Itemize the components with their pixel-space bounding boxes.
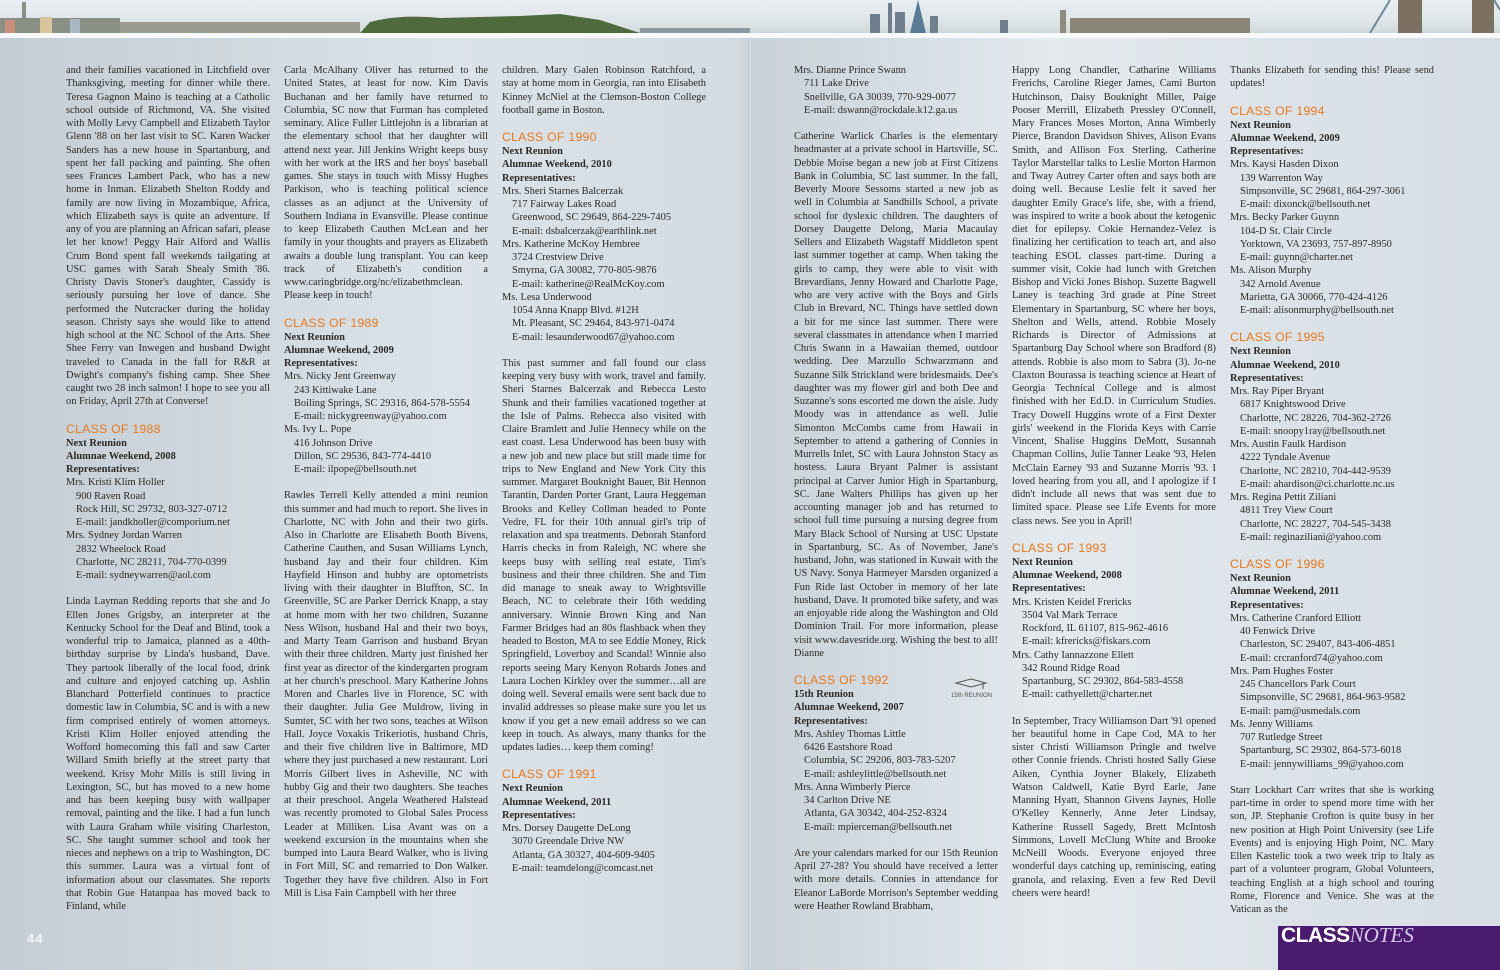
representative-address: Simpsonville, SC 29681, 864-963-9582: [1240, 692, 1406, 704]
news-paragraph: and their families vacationed in Litchfield over Thanksgiving, meeting for dinner while there. Teresa Gagnon Maino is teaching at a Catholic school outside of Richmond, VA. She visited with Molly Levy Campbell and Elizabeth Taylor Glenn '88 on her last visit to SC. Karen Wacker Sanders has a new house in Spartanburg, and spent her fall packing and painting. She often sees Frances Lambert Pack, who has a new home in Inman. Elizabeth Shelton Roddy and family are now living in Mozambique, Africa, which Elizabeth says is quite an adventure. If any of you are planning an African safari, please let her know! Peggy Hair Alford and Wallis Crum Bond spent fall weekends tailgating at USC games with Sarah Shealy Smith '86. Christy Davis Stoner's daughter, Cassidy is seriously pursuing her love of dance. She performed the Nutcracker during the holiday season. Christy says she would like to attend high school at the NC School of the Arts. Shee Shee Ferry van Inwegen and husband Dwight traveled to Canada in the fall for R&R at Dwight's company's fishing camp. Shee Shee caught two 28 inch salmon! I hope to see you all on Friday, April 27th at Converse!: [66, 65, 270, 408]
representative-address: 6426 Eastshore Road: [804, 742, 893, 753]
page-spine: [749, 38, 751, 970]
representative-name: Ms. Alison Murphy: [1230, 265, 1312, 277]
class-contact-block: [1230, 104, 1434, 318]
representative-address: Smyrna, GA 30082, 770-805-9876: [512, 265, 657, 277]
section-title-italic: NOTES: [1349, 923, 1414, 947]
class-contact-block: [66, 422, 270, 583]
representative-address: E-mail: jennywilliams_99@yahoo.com: [1240, 758, 1404, 770]
representative-address: E-mail: ilpope@bellsouth.net: [294, 464, 417, 475]
representative-address: Atlanta, GA 30327, 404-609-9405: [512, 849, 655, 861]
skyline-banner: [0, 0, 1500, 33]
representative-address: 34 Carlton Drive NE: [804, 795, 891, 806]
representative-address: 4222 Tyndale Avenue: [1240, 452, 1331, 464]
representative-name: Mrs. Kristen Keidel Frericks: [1012, 596, 1132, 608]
class-heading: CLASS OF 1995: [1230, 330, 1325, 345]
news-paragraph: Catherine Warlick Charles is the elementary headmaster at a private school in Hartsville, SC. Debbie Moise began a new job at First Citizens Bank in Columbia, SC last summer. In the fall, Beverly Moore Sessoms started a new job as well in Columbia at Sandhills School, a private school for dyslexic children. The daughters of Dorsey Daugette Delong, Maria Macaulay Sellers and Elizabeth Wagstaff Middleton spent last summer together at camp. When taking the girls to camp, they were able to visit with Brevardians, Jenny Howard and Charlotte Page, who are very active with the Boys and Girls Club in Brevard, NC. Things have settled down a bit for me since last summer. There were several classmates in attendance when I married Chris Swann in a Hawaiian themed, outdoor wedding. Dee Marzullo Schwarzmann and Suzanne Silk Strickland were bridesmaids. Dee's daughter was my flower girl and both Dee and Suzanne's sons escorted me down the aisle. Judy Moody was in attendance as well. Julie Simonton McCombs came from Hawaii in September to attend a gathering of Connies in Murrells Inlet, SC with Laura Johnston Stacy as hostess. Laura Bryant Palmer is assistant principal at Carver Junior High in Spartanburg, SC. Jane Walters Phillips has given up her accounting manager job and has returned to school full time pursuing a nursing degree from Mary Black School of Nursing at USC Upstate in Spartanburg, SC. As of November, Jane's husband, John, was stationed in Kuwait with the US Navy. Sonya Harmeyer Marsden organized a Fun Ride last October in memory of her late husband, Dave. It promoted bike safety, and was an enjoyable ride along the Washington and Old Dominion Trail. For more information, please visit www.davesride.org. Wishing the best to all! Dianne: [794, 131, 998, 659]
representative-address: E-mail: ahardison@ci.charlotte.nc.us: [1240, 478, 1395, 490]
representative-address: 707 Rutledge Street: [1240, 732, 1323, 743]
representative-address: 2832 Wheelock Road: [76, 543, 166, 555]
representative-address: 342 Arnold Avenue: [1240, 278, 1321, 290]
news-paragraph: This past summer and fall found our class keeping very busy with work, travel and family. Sheri Starnes Balcerzak and Rebecca Lesto Shunk and their families vacationed together at the Isle of Palms. Rebecca also visited with Claire Bramlett and Julie Hennecy while on the east coast. Lesa Underwood has been busy with a new job and new place but still made time for trips to New England and New York City this summer. Margaret Bouknight Bauer, Bit Hennon Tarantin, Darden Porter Grant, Laura Heggeman Brooks and Kelley Collman headed to Ponte Vedre, FL for their 10th annual girl's trip of relaxation and spa treatments. Deborah Stanford Harris checks in from Raleigh, NC where she keeps busy with selling real estate, Tim's business and their three children. She and Tim did manage to sneak away to Wrightsville Beach, NC to celebrate their 16th wedding anniversary. Winnie Brown King and Nan Farmer Bridges had an 80s flashback when they headed to Boston, MA to see Eddie Money, Rick Springfield, Loverboy and Scandal! Winnie also reports seeing Mary Kenyon Robards Jones and Laura Lochen Kirkley over the summer…all are doing well. Several emails were sent back due to invalid addresses so please make sure you let us know if you get a new email address so we can keep in touch. As always, many thanks for the updates ladies… keep them coming!: [502, 357, 706, 753]
representative-address: Charlotte, NC 28211, 704-770-0399: [76, 556, 227, 568]
representative-address: Rock Hill, SC 29732, 803-327-0712: [76, 503, 228, 515]
representative-name: Mrs. Anna Wimberly Pierce: [794, 781, 911, 793]
representative-address: Simpsonville, SC 29681, 864-297-3061: [1240, 185, 1406, 197]
class-heading: CLASS OF 1993: [1012, 540, 1107, 555]
reunion-info: Alumnae Weekend, 2010: [502, 159, 612, 171]
news-paragraph: Carla McAlhany Oliver has returned to the United States, at least for now. Kim Davis Buchanan and her family have returned to Columbia, SC now that Furman has completed seminary. Alice Fuller Littlejohn is a librarian at the elementary school that her daughter will attend next year. Jill Jenkins Wright keeps busy with her work at the IRS and her boys' baseball games. She stays in touch with Missy Hughes Parkison, who is teaching political science classes as an adjunct at the University of Southern Indiana in Evansville. Please continue to keep Elizabeth Cauthen McLean and her family in your thoughts and prayers as Elizabeth awaits a double lung transplant. You can keep track of Elizabeth's condition a www.caringbridge.org/nc/elizabethmclean. Please keep in touch!: [284, 65, 488, 302]
class-notes-footer: [1278, 923, 1500, 970]
representative-name: Ms. Ivy L. Pope: [284, 424, 352, 436]
representative-address: Atlanta, GA 30342, 404-252-8324: [804, 808, 947, 820]
graduation-cap-icon: [954, 678, 988, 690]
representative-address: Charlotte, NC 28210, 704-442-9539: [1240, 465, 1391, 477]
representative-address: E-mail: nickygreenway@yahoo.com: [294, 411, 447, 422]
representative-address: Yorktown, VA 23693, 757-897-8950: [1240, 238, 1392, 250]
representative-address: Spartanburg, SC 29302, 864-573-6018: [1240, 745, 1402, 757]
representative-address: 4811 Trey View Court: [1240, 505, 1333, 517]
reunion-info: 15th Reunion: [794, 689, 854, 700]
reunion-info: Alumnae Weekend, 2008: [66, 450, 176, 462]
column-3: [502, 64, 706, 926]
representative-address: E-mail: teamdelong@comcast.net: [512, 862, 654, 874]
class-contact-block: [502, 130, 706, 344]
representative-address: 104-D St. Clair Circle: [1240, 225, 1332, 237]
representative-address: Charlotte, NC 28227, 704-545-3438: [1240, 518, 1391, 530]
representative-address: 3724 Crestview Drive: [512, 252, 604, 263]
column-2: [284, 64, 488, 926]
class-heading: CLASS OF 1989: [284, 315, 379, 330]
class-contact-block: [1230, 330, 1434, 544]
reunion-info: Next Reunion: [66, 437, 127, 449]
representative-address: Boiling Springs, SC 29316, 864-578-5554: [294, 397, 471, 409]
column-6: [1230, 64, 1434, 926]
representative-address: 243 Kittiwake Lane: [294, 384, 377, 396]
representative-address: Dillon, SC 29536, 843-774-4410: [294, 450, 432, 462]
representative-address: E-mail: ashleylittle@bellsouth.net: [804, 768, 947, 780]
representative-name: Mrs. Austin Faulk Hardison: [1230, 439, 1347, 450]
reunion-info: Next Reunion: [1230, 346, 1291, 358]
news-paragraph: Are your calendars marked for our 15th Reunion April 27-28? You should have received a letter with more details. Connies in attendance for Eleanor LaBorde Morrison's September wedding were Heather Rowland Brabham,: [794, 847, 998, 912]
news-paragraph: Starr Lockhart Carr writes that she is working part-time in order to spend more time with her son, JP. Stephanie Crofton is quite busy in her new position at High Point University (see Life Events) and is enjoying High Point, NC. Mary Ellen Kastelic took a two week trip to Italy as part of a volunteer program, Global Volunteers, teaching English at a high school and touring Rome, Florence and Venice. She was at the Vatican as the: [1230, 784, 1434, 915]
representative-address: 3504 Val Mark Terrace: [1022, 609, 1118, 621]
representative-name: Mrs. Catherine Cranford Elliott: [1230, 612, 1362, 624]
reunion-info: Alumnae Weekend, 2007: [794, 702, 904, 714]
representative-name: Mrs. Katherine McKoy Hembree: [502, 238, 640, 250]
representative-address: E-mail: dsbalcerzak@earthlink.net: [512, 225, 657, 237]
representative-name: Mrs. Regina Pettit Ziliani: [1230, 492, 1337, 503]
column-5: [1012, 64, 1216, 926]
representative-name: Mrs. Kaysi Hasden Dixon: [1230, 159, 1339, 171]
representative-address: 245 Chancellors Park Court: [1240, 679, 1356, 690]
reunion-info: Alumnae Weekend, 2011: [502, 796, 612, 808]
reunion-info: Alumnae Weekend, 2011: [1230, 586, 1340, 598]
representative-address: E-mail: sydneywarren@aol.com: [76, 570, 211, 581]
class-heading: CLASS OF 1991: [502, 767, 597, 782]
representative-name: Mrs. Cathy Iannazzone Ellett: [1012, 649, 1134, 661]
representative-address: 139 Warrenton Way: [1240, 172, 1323, 184]
reunion-info: Next Reunion: [502, 146, 563, 157]
representative-address: E-mail: pam@usmedals.com: [1240, 705, 1361, 717]
reunion-info: Next Reunion: [1230, 573, 1291, 584]
representative-address: 3070 Greendale Drive NW: [512, 836, 625, 848]
class-contact-block: [1012, 541, 1216, 702]
representative-address: 717 Fairway Lakes Road: [512, 199, 617, 210]
representative-address: Snellville, GA 30039, 770-929-0077: [804, 91, 957, 103]
news-paragraph: In September, Tracy Williamson Dart '91 opened her beautiful home in Cape Cod, MA to her sister Christi Williamson Pringle and twelve other Connie friends. Christi hosted Sally Giese Aiken, Cynthia Joyner Blakely, Elizabeth Watson Caldwell, Katie Byrd Earle, Jane Manning Hyatt, Shannon Givens Jaynes, Holle O'Kelley Kennerly, Anne Jeter Lindsay, Katherine Russell Sagedy, Brett McIntosh Simmons, Lovell McClung White and Brooke McNeill Woods. Everyone enjoyed three wonderful days catching up, reminiscing, eating granola, and relaxing. Even a few Red Devil cheers were heard!: [1012, 715, 1216, 899]
class-heading: CLASS OF 1988: [66, 421, 161, 436]
class-heading: CLASS OF 1996: [1230, 557, 1325, 571]
representative-name: Mrs. Nicky Jent Greenway: [284, 371, 396, 383]
reunion-info: Representatives:: [502, 809, 576, 821]
representative-address: E-mail: cathyellett@charter.net: [1022, 689, 1153, 701]
representative-name: Mrs. Ray Piper Bryant: [1230, 386, 1325, 397]
representative-address: 40 Fenwick Drive: [1240, 626, 1316, 637]
class-contact-block: [284, 316, 488, 477]
representative-address: E-mail: alisonmurphy@bellsouth.net: [1240, 305, 1394, 316]
representative-address: E-mail: snoopy1ray@bellsouth.net: [1240, 425, 1386, 437]
representative-address: E-mail: dixonck@bellsouth.net: [1240, 199, 1371, 210]
reunion-info: Next Reunion: [502, 783, 563, 795]
representative-address: E-mail: katherine@RealMcKoy.com: [512, 278, 665, 290]
representative-address: 342 Round Ridge Road: [1022, 662, 1120, 674]
class-heading: CLASS OF 1990: [502, 130, 597, 144]
reunion-info: Alumnae Weekend, 2009: [284, 344, 394, 356]
representative-address: E-mail: guynn@charter.net: [1240, 252, 1353, 263]
representative-address: Greenwood, SC 29649, 864-229-7405: [512, 212, 672, 224]
reunion-info: Representatives:: [1230, 372, 1304, 384]
reunion-info: Representatives:: [1230, 599, 1304, 611]
reunion-info: Representatives:: [284, 358, 358, 369]
reunion-badge: [951, 678, 992, 700]
representative-address: 711 Lake Drive: [804, 78, 869, 90]
representative-address: Marietta, GA 30066, 770-424-4126: [1240, 291, 1388, 303]
representative-name: Ms. Lesa Underwood: [502, 291, 592, 303]
reunion-info: Representatives:: [66, 464, 140, 475]
reunion-info: Representatives:: [1012, 583, 1086, 595]
representative-address: E-mail: crcranford74@yahoo.com: [1240, 652, 1383, 664]
reunion-info: Next Reunion: [284, 331, 345, 343]
representative-name: Mrs. Dorsey Daugette DeLong: [502, 823, 631, 834]
page-number: 44: [27, 931, 44, 946]
reunion-info: Next Reunion: [1230, 119, 1291, 131]
representative-address: 6817 Knightswood Drive: [1240, 399, 1346, 411]
representative-address: Rockford, IL 61107, 815-962-4616: [1022, 623, 1169, 634]
badge-text: 15th REUNION: [950, 693, 992, 699]
column-1: [66, 64, 270, 926]
reunion-info: Representatives:: [1230, 146, 1304, 157]
representative-name: Mrs. Kristi Klim Holler: [66, 477, 165, 489]
reunion-info: Alumnae Weekend, 2010: [1230, 359, 1340, 371]
representative-name: Mrs. Sydney Jordan Warren: [66, 530, 183, 542]
representative-name: Mrs. Ashley Thomas Little: [794, 728, 906, 740]
class-contact-block: [794, 673, 998, 834]
column-4: [794, 64, 998, 926]
representative-address: Spartanburg, SC 29302, 864-583-4558: [1022, 676, 1184, 687]
reunion-info: Alumnae Weekend, 2008: [1012, 570, 1122, 581]
representative-address: Charleston, SC 29407, 843-406-4851: [1240, 639, 1396, 651]
news-paragraph: Rawles Terrell Kelly attended a mini reunion this summer and had much to report. She lives in Charlotte, NC with John and their two girls. Also in Charlotte are Elisabeth Booth Bivens, Catherine Cauthen, and Susan Williams Lynch, husband Jay and their four children. Kim Hayfield Hinson and hubby are optometrists living with their daughter in Bluffton, SC. In Greenville, SC are Parker Derrick Knapp, a stay at home mom with her two children, Suzanne Ness Wilson, husband Hal and their two boys, and Marty Team Garrison and husband Bryan with their three children. Marty just finished her first year as director of the kindergarten program at her church's preschool. Mary Katherine Johns Moren and Charles live in Florence, SC with their daughter. Julia Gee Muldrow, living in Sumter, SC with her two sons, teaches at Wilson Hall. Joyce Voxakis Trikeriotis, husband Chris, and their five children live in Baltimore, MD where they just purchased a new restaurant. Lori Morris Gilbert lives in Asheville, NC with hubby Gig and their two daughters. She teaches at their preschool. Angela Weathered Halstead was recently promoted to Global Sales Process Leader at Milliken. Lisa Avant was on a weekend excursion in the mountains when she bumped into Laura Beard Walker, who is living in Fort Mill, SC and remarried to Don Walker. Together they have five children. Also in Fort Mill is Lisa Fain Campbell with her three: [284, 490, 488, 899]
reunion-info: Representatives:: [794, 715, 868, 727]
representative-address: E-mail: kfrericks@fiskars.com: [1022, 636, 1151, 648]
representative-address: Charlotte, NC 28226, 704-362-2726: [1240, 412, 1391, 424]
reunion-info: Next Reunion: [1012, 556, 1073, 568]
representative-name: Mrs. Dianne Prince Swann: [794, 65, 906, 76]
class-heading: CLASS OF 1994: [1230, 103, 1325, 118]
representative-address: 900 Raven Road: [76, 490, 146, 502]
representative-address: 1054 Anna Knapp Blvd. #12H: [512, 305, 639, 316]
reunion-info: Alumnae Weekend, 2009: [1230, 132, 1340, 144]
representative-address: E-mail: jandkholler@comporium.net: [76, 517, 230, 528]
news-paragraph: Linda Layman Redding reports that she and Jo Ellen Jones Grigsby, an interpreter at the Kentucky School for the Deaf and Blind, took a wonderful trip to Jamaica, planned as a 40th-birthday surprise by Linda's husband, Dave. They partook liberally of the local food, drink and culture and enjoyed catching up. Ashlin Blanchard Potterfield continues to practice domestic law in Columbia, SC and is with a new firm comprised entirely of women attorneys. Kristi Klim Holler enjoyed attending the Wofford homecoming this fall and saw Carter Willard Smith briefly at the street party that weekend. Krisy Mohr Mills is still living in Lexington, SC, but has moved to a new home and has been keeping busy with wallpaper removal, painting and the like. I had a fun lunch with Laura Graham while visiting Charleston, SC. She taught summer school and took her nieces and nephews on a trip to Washington, DC this summer. Laura was a virtual font of information about our classmates. She reports that Robin Gue Hatanpaa has moved back to Finland, while: [66, 596, 270, 912]
reunion-info: Representatives:: [502, 172, 576, 184]
representative-address: Mt. Pleasant, SC 29464, 843-971-0474: [512, 318, 675, 330]
representative-address: Columbia, SC 29206, 803-783-5207: [804, 755, 956, 767]
class-contact-block: [1230, 557, 1434, 771]
representative-address: E-mail: lesaunderwood67@yahoo.com: [512, 331, 675, 343]
class-contact-block: [794, 64, 998, 117]
representative-address: E-mail: mpierceman@bellsouth.net: [804, 821, 953, 833]
news-paragraph: children. Mary Galen Robinson Ratchford, a stay at home mom in Georgia, ran into Elisabeth Kinney McNiel at the Clemson-Boston College football game in Boston.: [502, 65, 706, 116]
representative-name: Ms. Jenny Williams: [1230, 718, 1313, 730]
representative-address: E-mail: reginaziliani@yahoo.com: [1240, 531, 1382, 543]
representative-address: E-mail: dswann@rockdale.k12.ga.us: [804, 104, 958, 116]
representative-name: Mrs. Pam Hughes Foster: [1230, 665, 1334, 677]
class-contact-block: [502, 767, 706, 875]
section-title-bold: CLASS: [1281, 924, 1350, 947]
class-heading: CLASS OF 1992: [794, 673, 889, 687]
section-title: [1281, 923, 1414, 948]
news-paragraph: Thanks Elizabeth for sending this! Please send updates!: [1230, 65, 1434, 90]
representative-name: Mrs. Becky Parker Guynn: [1230, 212, 1340, 224]
news-paragraph: Happy Long Chandler, Catharine Williams Frerichs, Caroline Rieger James, Cami Burton Hutchinson, Daisy Bouknight Miller, Paige Pooser Merrill, Elizabeth Pressley O'Connell, Mary Frances Moses Morton, Anna Wimberly Pierce, Brandon Davidson Shives, Alison Evans Smith, and Allison Fox Sterling. Catherine Taylor Marstellar talks to Leslie Morton Harmon and Tway Autrey Carter often and says both are doing well. Because Leslie felt it saved her daughter Emily Grace's life, she, with a friend, was inspired to write a book about the ketogenic diet for epilepsy. Cokie Hernandez-Velez is finalizing her certification to teach art, and also teaching ESOL classes part-time. During a summer visit, Cokie had lunch with Gretchen Bishop and Vicki Jones Bishop. Suzette Bagwell Laney is teaching 3rd grade at Pine Street Elementary in Spartanburg, SC where her boys, Shelton and Wells, attend. Robbie Mosely Richards is Director of Admissions at Spartanburg Day School where son Bradford (8) attends. Robbie is also mom to Sabra (3). Jo-ne Claxton Bourassa is teaching science at Heart of Georgia Technical College and is almost finished with her Ed.D. in Curriculum Studies. Tracy Dowell Huggins wrote of a First Dexter girls' weekend in the Florida Keys with Carrie Vincent, Shalise Huggins DeMott, Susannah Chapman Collins, Julie Tanner Leake '93, Helen McClain Earney '93 and Suzanne Morris '93. I loved hearing from you all, and I apologize if I didn't include all news that was sent due to limited space. Please see Life Events for more class news. See you in April!: [1012, 65, 1216, 527]
representative-name: Mrs. Sheri Starnes Balcerzak: [502, 185, 624, 197]
representative-address: 416 Johnson Drive: [294, 437, 373, 449]
